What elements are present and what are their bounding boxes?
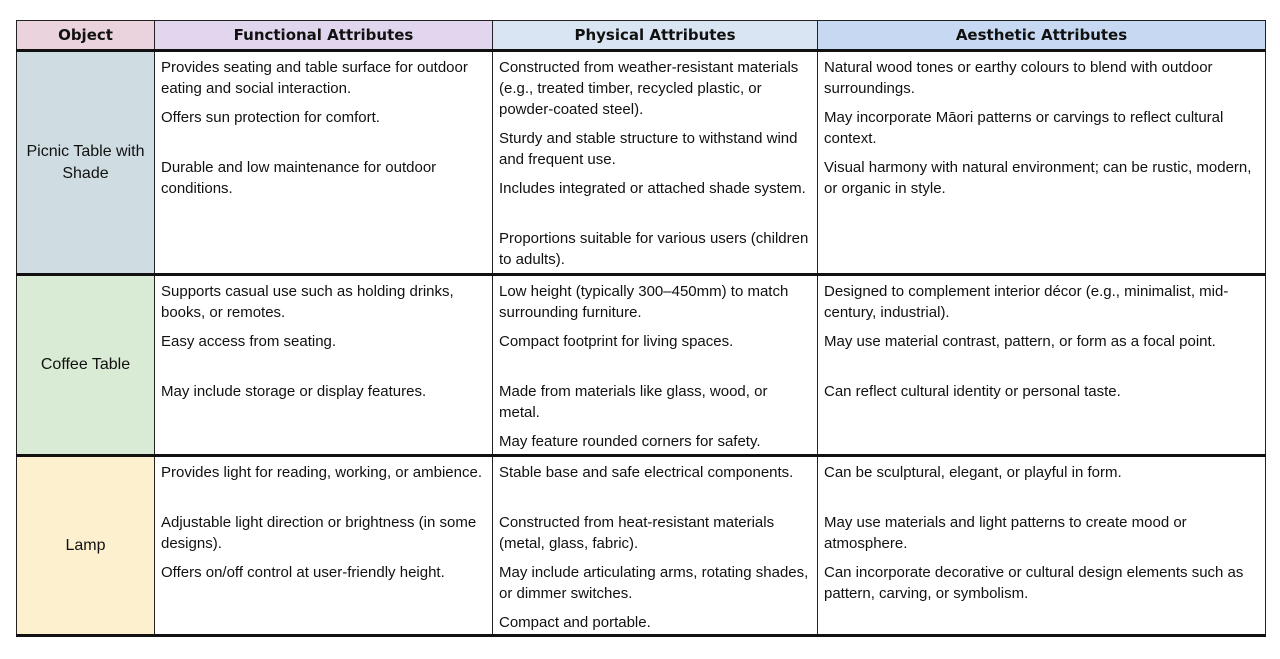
header-object: Object <box>17 21 155 51</box>
aesthetic-item: Can incorporate decorative or cultural design elements such as pattern, carving, or symbolism. <box>824 564 1244 602</box>
aesthetic-item: May use material contrast, pattern, or form as a focal point. <box>824 333 1216 350</box>
header-aesthetic: Aesthetic Attributes <box>818 21 1266 51</box>
aesthetic-item: May use materials and light patterns to create mood or atmosphere. <box>824 514 1187 552</box>
aesthetic-item: Natural wood tones or earthy colours to blend with outdoor surroundings. <box>824 59 1213 97</box>
functional-item: Adjustable light direction or brightness (in some designs). <box>161 514 477 552</box>
header-physical: Physical Attributes <box>493 21 818 51</box>
table-row-picnic-table <box>17 51 1266 275</box>
physical-item: Compact footprint for living spaces. <box>499 333 734 350</box>
table-row-coffee-table <box>17 275 1266 456</box>
physical-cell <box>493 51 818 275</box>
physical-item: May feature rounded corners for safety. <box>499 433 761 450</box>
functional-item: Provides light for reading, working, or ambience. <box>161 464 482 481</box>
physical-item: May include articulating arms, rotating shades, or dimmer switches. <box>499 564 809 602</box>
functional-cell <box>155 456 493 636</box>
aesthetic-cell <box>818 456 1266 636</box>
header-row <box>17 21 1266 51</box>
physical-item: Proportions suitable for various users (children to adults). <box>499 230 809 268</box>
physical-item: Made from materials like glass, wood, or metal. <box>499 383 768 421</box>
aesthetic-item: May incorporate Māori patterns or carvings to reflect cultural context. <box>824 109 1224 147</box>
object-cell-coffee-table: Coffee Table <box>17 275 155 456</box>
aesthetic-item: Designed to complement interior décor (e.g., minimalist, mid-century, industrial). <box>824 283 1229 321</box>
functional-cell <box>155 275 493 456</box>
functional-item: Provides seating and table surface for outdoor eating and social interaction. <box>161 59 468 97</box>
physical-item: Includes integrated or attached shade system. <box>499 180 806 197</box>
physical-cell <box>493 275 818 456</box>
physical-item: Low height (typically 300–450mm) to match surrounding furniture. <box>499 283 789 321</box>
header-functional: Functional Attributes <box>155 21 493 51</box>
aesthetic-item: Can reflect cultural identity or personal taste. <box>824 383 1121 400</box>
physical-item: Sturdy and stable structure to withstand wind and frequent use. <box>499 130 798 168</box>
functional-item: Easy access from seating. <box>161 333 337 350</box>
functional-item: May include storage or display features. <box>161 383 427 400</box>
physical-item: Compact and portable. <box>499 614 651 631</box>
functional-item: Durable and low maintenance for outdoor conditions. <box>161 159 437 197</box>
aesthetic-item: Visual harmony with natural environment; can be rustic, modern, or organic in style. <box>824 159 1252 197</box>
functional-item: Offers sun protection for comfort. <box>161 109 380 126</box>
physical-item: Constructed from heat-resistant materials (metal, glass, fabric). <box>499 514 775 552</box>
object-cell-lamp: Lamp <box>17 456 155 636</box>
physical-item: Constructed from weather-resistant materials (e.g., treated timber, recycled plastic, or powder-coated steel). <box>499 59 799 118</box>
functional-item: Supports casual use such as holding drinks, books, or remotes. <box>161 283 454 321</box>
table-row-lamp <box>17 456 1266 636</box>
functional-item: Offers on/off control at user-friendly height. <box>161 564 445 581</box>
functional-cell <box>155 51 493 275</box>
object-cell-picnic-table: Picnic Table with Shade <box>17 51 155 275</box>
attributes-table <box>16 20 1266 637</box>
aesthetic-cell <box>818 275 1266 456</box>
physical-item: Stable base and safe electrical components. <box>499 464 794 481</box>
aesthetic-cell <box>818 51 1266 275</box>
aesthetic-item: Can be sculptural, elegant, or playful in form. <box>824 464 1122 481</box>
physical-cell <box>493 456 818 636</box>
